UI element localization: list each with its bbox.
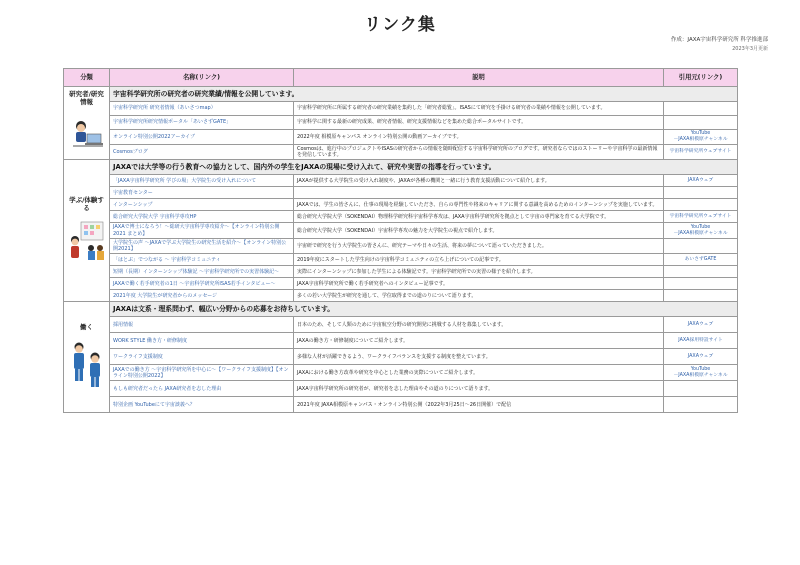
link-description: JAXAにおける働き方改革や研究を中心とした業務の実際についてご紹介します。 bbox=[294, 365, 664, 381]
staff-members-illustration bbox=[67, 339, 106, 391]
header-name: 名称(リンク) bbox=[110, 69, 294, 87]
link-description: 総合研究大学院大学（SOKENDAI）物理科学研究科宇宙科学専攻は、JAXA宇宙科学研究所を拠点として宇宙の専門家を育てる大学院です。 bbox=[294, 211, 664, 223]
link-description: JAXA宇宙科学研究所で働く若手研究者へのインタビュー記事です。 bbox=[294, 278, 664, 290]
header-source: 引用元(リンク) bbox=[664, 69, 738, 87]
link-description bbox=[294, 187, 664, 199]
date-line: 2023年3月更新 bbox=[732, 46, 768, 52]
section-title-row bbox=[64, 302, 738, 317]
link-name[interactable]: JAXAで働く若手研究者の1日 ～宇宙科学研究所ISAS若手インタビュー～ bbox=[110, 278, 294, 290]
category-cell bbox=[64, 87, 110, 160]
source-link[interactable]: YouTube －JAXA相模原チャンネル bbox=[664, 365, 738, 381]
table-row bbox=[64, 238, 738, 254]
table-row bbox=[64, 254, 738, 266]
students-group-illustration bbox=[67, 220, 106, 266]
source-link[interactable]: JAXAウェブ bbox=[664, 175, 738, 187]
link-name[interactable]: 特別企画 YouTubeにて宇宙談義へ？ bbox=[110, 397, 294, 413]
table-header-row bbox=[64, 69, 738, 87]
table-row bbox=[64, 187, 738, 199]
link-name[interactable]: 「JAXA宇宙科学研究所 学びの場」大学院生の受け入れについて bbox=[110, 175, 294, 187]
category-cell bbox=[64, 302, 110, 413]
page-title: リンク集 bbox=[364, 15, 436, 35]
source-link[interactable]: あいさずGATE bbox=[664, 254, 738, 266]
table-row bbox=[64, 199, 738, 211]
header-category: 分類 bbox=[64, 69, 110, 87]
link-description: 多様な人材が活躍できるよう、ワークライフバランスを支援する制度を整えています。 bbox=[294, 349, 664, 365]
link-name[interactable]: 大学院生の声 ～JAXAで学ぶ大学院生の研究生活を紹介～【オンライン特別公開2021】 bbox=[110, 238, 294, 254]
link-name[interactable]: 採用情報 bbox=[110, 317, 294, 333]
section-title-row bbox=[64, 160, 738, 175]
author-line: 作成：JAXA宇宙科学研究所 科学推進部 bbox=[670, 37, 768, 43]
link-name[interactable]: 「はとぶ」でつながる ～ 宇宙科学コミュニティ bbox=[110, 254, 294, 266]
table-row bbox=[64, 102, 738, 116]
link-description: 宇宙科学に関する最新の研究成果、研究者情報、研究支援情報などを集めた総合ポータルサイトです。 bbox=[294, 116, 664, 130]
link-description: 日本のため、そして人類のために宇宙航空分野の研究開発に挑戦する人材を募集しています。 bbox=[294, 317, 664, 333]
table-row bbox=[64, 317, 738, 333]
category-label: 働く bbox=[80, 323, 93, 332]
source-link bbox=[664, 266, 738, 278]
table-row bbox=[64, 223, 738, 239]
link-description: JAXAの働き方・研修制度についてご紹介します。 bbox=[294, 333, 664, 349]
source-link bbox=[664, 238, 738, 254]
link-description: 宇宙科学研究所に所属する研究者の研究業績を集約した「研究者総覧」。ISASにて研究を手掛ける研究者の業績や情報を公開しています。 bbox=[294, 102, 664, 116]
category-cell bbox=[64, 160, 110, 302]
source-link bbox=[664, 381, 738, 397]
source-link[interactable]: JAXAウェブ bbox=[664, 317, 738, 333]
table-row bbox=[64, 365, 738, 381]
category-label: 学ぶ/体験する bbox=[69, 195, 104, 212]
table-row bbox=[64, 130, 738, 145]
link-description: 2019年度にスタートした学生向けの宇宙科学コミュニティの立ち上げについての記事です。 bbox=[294, 254, 664, 266]
link-name[interactable]: Cosmosブログ bbox=[110, 144, 294, 160]
source-link bbox=[664, 278, 738, 290]
source-link bbox=[664, 116, 738, 130]
source-link[interactable]: JAXAウェブ bbox=[664, 349, 738, 365]
section-title: 宇宙科学研究所の研究者の研究業績/情報を公開しています。 bbox=[110, 87, 738, 102]
link-name[interactable]: JAXAでの働き方 ～宇宙科学研究所を中心に～【ワークライフ支援制度】【オンライン特別公開2022】 bbox=[110, 365, 294, 381]
source-link bbox=[664, 397, 738, 413]
section-title-row bbox=[64, 87, 738, 102]
link-description: Cosmosは、進行中のプロジェクトやISASの研究者からの情報を随時配信する宇宙科学研究所のブログです。研究者ならではのストーリーや宇宙科学の最新情報を発信しています。 bbox=[294, 144, 664, 160]
table-row bbox=[64, 290, 738, 302]
link-description: JAXAでは、学生の皆さんに、仕事の現場を経験していただき、自らの専門性や将来のキャリアに関する意識を高めるためのインターンシップを実施しています。 bbox=[294, 199, 664, 211]
link-description: JAXAが提供する大学院生の受け入れ制度や、JAXAが各種の機関と一緒に行う教育支援活動について紹介します。 bbox=[294, 175, 664, 187]
link-name[interactable]: WORK STYLE 働き方・研修制度 bbox=[110, 333, 294, 349]
link-table bbox=[63, 68, 738, 413]
source-link[interactable]: 宇宙科学研究所ウェブサイト bbox=[664, 144, 738, 160]
section-title: JAXAは文系・理系問わず、幅広い分野からの応募をお待ちしています。 bbox=[110, 302, 738, 317]
link-description: 2022年度 相模原キャンパス オンライン特別公開の動画アーカイブです。 bbox=[294, 130, 664, 145]
link-name[interactable]: オンライン特別公開2022アーカイブ bbox=[110, 130, 294, 145]
table-row bbox=[64, 175, 738, 187]
table-row bbox=[64, 211, 738, 223]
header-description: 説明 bbox=[294, 69, 664, 87]
source-link[interactable]: YouTube －JAXA相模原チャンネル bbox=[664, 130, 738, 145]
table-row bbox=[64, 333, 738, 349]
link-description: 宇宙研で研究を行う大学院生の皆さんに、研究テーマや日々の生活、将来の夢について語っていただきました。 bbox=[294, 238, 664, 254]
source-link[interactable]: 宇宙科学研究所ウェブサイト bbox=[664, 211, 738, 223]
link-description: 多くの若い大学院生が研究を通して、学位取得までの道のりについて語ります。 bbox=[294, 290, 664, 302]
table-row bbox=[64, 349, 738, 365]
link-name[interactable]: もしも研究者だったら JAXA研究者を志した理由 bbox=[110, 381, 294, 397]
link-description: JAXA宇宙科学研究所の研究者が、研究者を志した理由やその道のりについて語ります。 bbox=[294, 381, 664, 397]
source-link[interactable]: JAXA採用特設サイト bbox=[664, 333, 738, 349]
source-link bbox=[664, 187, 738, 199]
link-description: 総合研究大学院大学（SOKENDAI）宇宙科学専攻の魅力を大学院生の視点で紹介します。 bbox=[294, 223, 664, 239]
table-row bbox=[64, 266, 738, 278]
link-name[interactable]: 宇宙科学研究所 研究者情報（あいさつmap） bbox=[110, 102, 294, 116]
table-row bbox=[64, 144, 738, 160]
table-row bbox=[64, 278, 738, 290]
link-description: 実際にインターンシップに参加した学生による体験記です。宇宙科学研究所での実習の様子を紹介します。 bbox=[294, 266, 664, 278]
link-name[interactable]: 短期（長期）インターンシップ体験記 ～宇宙科学研究所での実習体験記～ bbox=[110, 266, 294, 278]
link-name[interactable]: ワークライフ支援制度 bbox=[110, 349, 294, 365]
source-link bbox=[664, 102, 738, 116]
link-name[interactable]: 宇宙科学研究所研究情報ポータル「あいさずGATE」 bbox=[110, 116, 294, 130]
source-link[interactable]: YouTube －JAXA相模原チャンネル bbox=[664, 223, 738, 239]
link-name[interactable]: インターンシップ bbox=[110, 199, 294, 211]
link-name[interactable]: 総合研究大学院大学 宇宙科学専攻HP bbox=[110, 211, 294, 223]
researcher-at-desk-illustration bbox=[67, 114, 106, 156]
table-row bbox=[64, 116, 738, 130]
table-row bbox=[64, 397, 738, 413]
link-description: 2021年度 JAXA相模原キャンパス・オンライン特別公開（2022年3月25日～26日開催）で配信 bbox=[294, 397, 664, 413]
table-row bbox=[64, 381, 738, 397]
category-label: 研究者/研究情報 bbox=[69, 90, 104, 107]
link-name[interactable]: JAXAで博士になろう！～総研大宇宙科学専攻紹介～【オンライン特別公開2021 まとめ】 bbox=[110, 223, 294, 239]
section-title: JAXAでは大学等の行う教育への協力として、国内外の学生をJAXAの現場に受け入れて、研究や実習の指導を行っています。 bbox=[110, 160, 738, 175]
link-name[interactable]: 2021年度 大学院生が研究者からのメッセージ bbox=[110, 290, 294, 302]
link-name[interactable]: 宇宙教育センター bbox=[110, 187, 294, 199]
source-link bbox=[664, 199, 738, 211]
source-link bbox=[664, 290, 738, 302]
